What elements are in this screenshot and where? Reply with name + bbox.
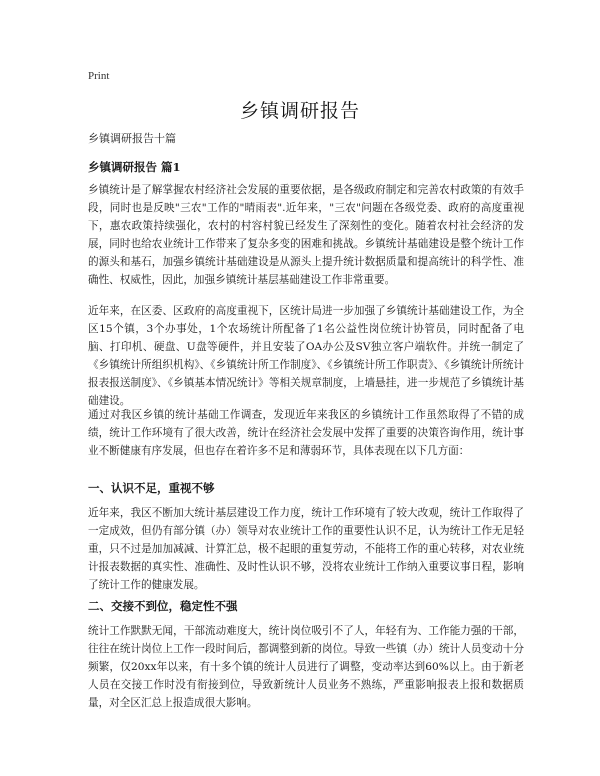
subheading-handover: 二、交接不到位，稳定性不强: [88, 599, 238, 613]
paragraph-progress: 近年来，在区委、区政府的高度重视下，区统计局进一步加强了乡镇统计基础建设工作，为全区15个镇，3个办事处，1个农场统计所配备了1名公益性岗位统计协管员，同时配备了电脑、打印机、硬盘、U盘等硬件，并且安装了OA办公及SV独立客户端软件。并统一制定了《乡镇统计所组织机构》、《乡镇统计所工作制度》、《乡镇统计所工作职责》、《乡镇统计所统计报表报送制度》、《乡镇基本情况统计》等相关规章制度，上墙悬挂，进一步规范了乡镇统计基础建设。: [88, 305, 524, 407]
section-heading: 乡镇调研报告 篇1: [88, 160, 181, 174]
print-label: Print: [88, 70, 110, 82]
paragraph-intro: 乡镇统计是了解掌握农村经济社会发展的重要依据，是各级政府制定和完善农村政策的有效手段，同时也是反映"三农"工作的"晴雨表".近年来，"三农"问题在各级党委、政府的高度重视下，惠农政策持续强化，农村的村容村貌已经发生了深刻性的变化。随着农村社会经济的发展，同时也给农业统计工作带来了复杂多变的困难和挑战。乡镇统计基础建设是整个统计工作的源头和基石，加强乡镇统计基础建设是从源头上提升统计数据质量和提高统计的科学性、准确性、权威性，因此，加强乡镇统计基层基础建设工作非常重要。: [88, 184, 524, 286]
paragraph-findings: 通过对我区乡镇的统计基础工作调查，发现近年来我区的乡镇统计工作虽然取得了不错的成绩，统计工作环境有了很大改善，统计在经济社会发展中发挥了重要的决策咨询作用，统计事业不断健康有序发展，但也存在着许多不足和薄弱环节，具体表现在以下几方面：: [88, 409, 524, 457]
paragraph-awareness: 近年来，我区不断加大统计基层建设工作力度，统计工作环境有了较大改观，统计工作取得了一定成效，但仍有部分镇（办）领导对农业统计工作的重要性认识不足，认为统计工作无足轻重，只不过是加加减减、计算汇总，极不起眼的重复劳动，不能将工作的重心转移，对农业统计报表数据的真实性、准确性、及时性认识不够，没将农业统计工作纳入重要议事日程，影响了统计工作的健康发展。: [88, 507, 524, 591]
subheading-awareness: 一、认识不足，重视不够: [88, 481, 215, 495]
paragraph-handover: 统计工作默默无闻，干部流动难度大，统计岗位吸引不了人，年轻有为、工作能力强的干部，往往在统计岗位上工作一段时间后，都调整到新的岗位。导致一些镇（办）统计人员变动十分频繁，仅20xx年以来，有十多个镇的统计人员进行了调整，变动率达到60%以上。由于新老人员在交接工作时没有衔接到位，导致新统计人员业务不熟练，严重影响报表上报和数据质量，对全区汇总上报造成很大影响。: [88, 625, 524, 709]
document-title: 乡镇调研报告: [239, 100, 360, 122]
document-subtitle: 乡镇调研报告十篇: [88, 132, 176, 145]
